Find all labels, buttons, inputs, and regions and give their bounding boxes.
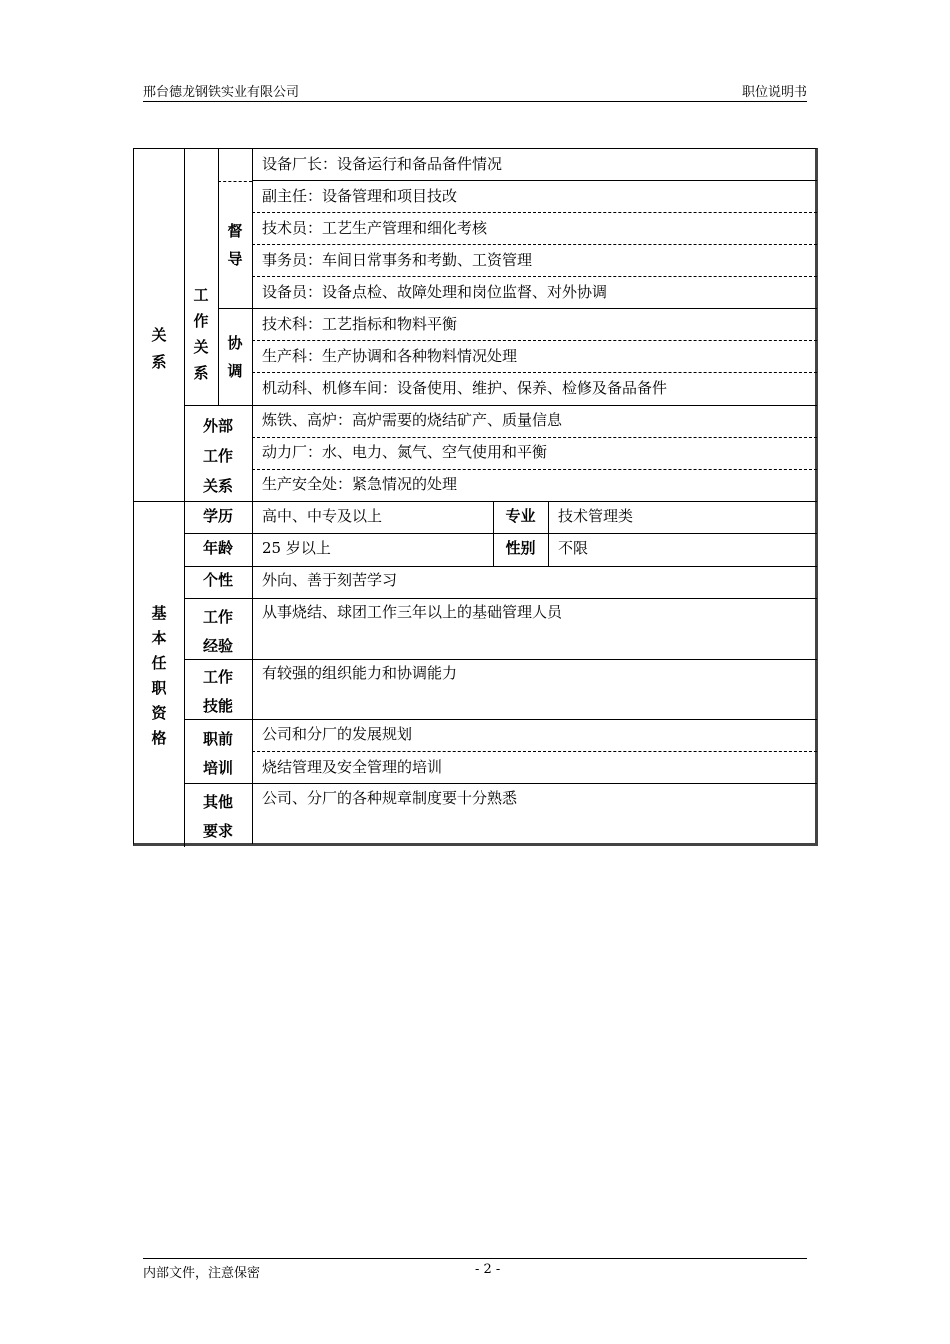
work-relations-label: 工 作 关 系 (193, 286, 209, 382)
supervise-item: 事务员：车间日常事务和考勤、工资管理 (262, 251, 533, 269)
gender-label: 性别 (505, 539, 536, 557)
major-label: 专业 (505, 507, 536, 525)
age-label: 年龄 (202, 539, 233, 557)
external-item: 生产安全处：紧急情况的处理 (262, 475, 458, 493)
divider (252, 149, 253, 844)
coordinate-item: 机动科、机修车间：设备使用、维护、保养、检修及备品备件 (262, 379, 668, 397)
other-label: 其他 要求 (202, 793, 233, 840)
personality-label: 个性 (202, 571, 233, 589)
page-number: - 2 - (475, 1262, 501, 1277)
coordinate-label: 协 调 (227, 334, 243, 380)
coordinate-item: 生产科：生产协调和各种物料情况处理 (262, 347, 518, 365)
education-value: 高中、中专及以上 (262, 507, 383, 525)
document-type: 职位说明书 (741, 85, 807, 100)
divider (548, 502, 549, 566)
page-footer (143, 1258, 807, 1281)
experience-value: 从事烧结、球团工作三年以上的基础管理人员 (262, 603, 563, 621)
supervise-label: 督 导 (227, 222, 243, 268)
relations-section-label: 关 系 (151, 326, 167, 371)
experience-label: 工作 经验 (202, 608, 233, 655)
external-relations-label: 外部 工作 关系 (202, 417, 233, 495)
supervise-item: 设备厂长：设备运行和备品备件情况 (262, 155, 503, 173)
other-value: 公司、分厂的各种规章制度要十分熟悉 (262, 789, 518, 807)
education-label: 学历 (202, 507, 233, 525)
job-description-table (133, 148, 818, 846)
training-label: 职前 培训 (202, 730, 233, 777)
company-name: 邢台德龙钢铁实业有限公司 (143, 85, 300, 100)
age-value: 25 岁以上 (262, 539, 331, 557)
coordinate-item: 技术科：工艺指标和物料平衡 (262, 315, 458, 333)
skills-value: 有较强的组织能力和协调能力 (262, 664, 458, 682)
major-value: 技术管理类 (558, 507, 634, 525)
supervise-item: 技术员：工艺生产管理和细化考核 (262, 219, 488, 237)
skills-label: 工作 技能 (202, 668, 233, 715)
training-item: 公司和分厂的发展规划 (262, 725, 413, 743)
external-item: 炼铁、高炉：高炉需要的烧结矿产、质量信息 (262, 411, 563, 429)
supervise-item: 副主任：设备管理和项目技改 (262, 187, 458, 205)
training-item: 烧结管理及安全管理的培训 (262, 758, 443, 776)
qualifications-section-label: 基 本 任 职 资 格 (151, 604, 167, 747)
external-item: 动力厂：水、电力、氮气、空气使用和平衡 (262, 443, 548, 461)
page-header (143, 81, 807, 102)
supervise-item: 设备员：设备点检、故障处理和岗位监督、对外协调 (262, 283, 608, 301)
gender-value: 不限 (558, 539, 589, 557)
personality-value: 外向、善于刻苦学习 (262, 571, 398, 589)
confidential-note: 内部文件，注意保密 (143, 1266, 261, 1281)
